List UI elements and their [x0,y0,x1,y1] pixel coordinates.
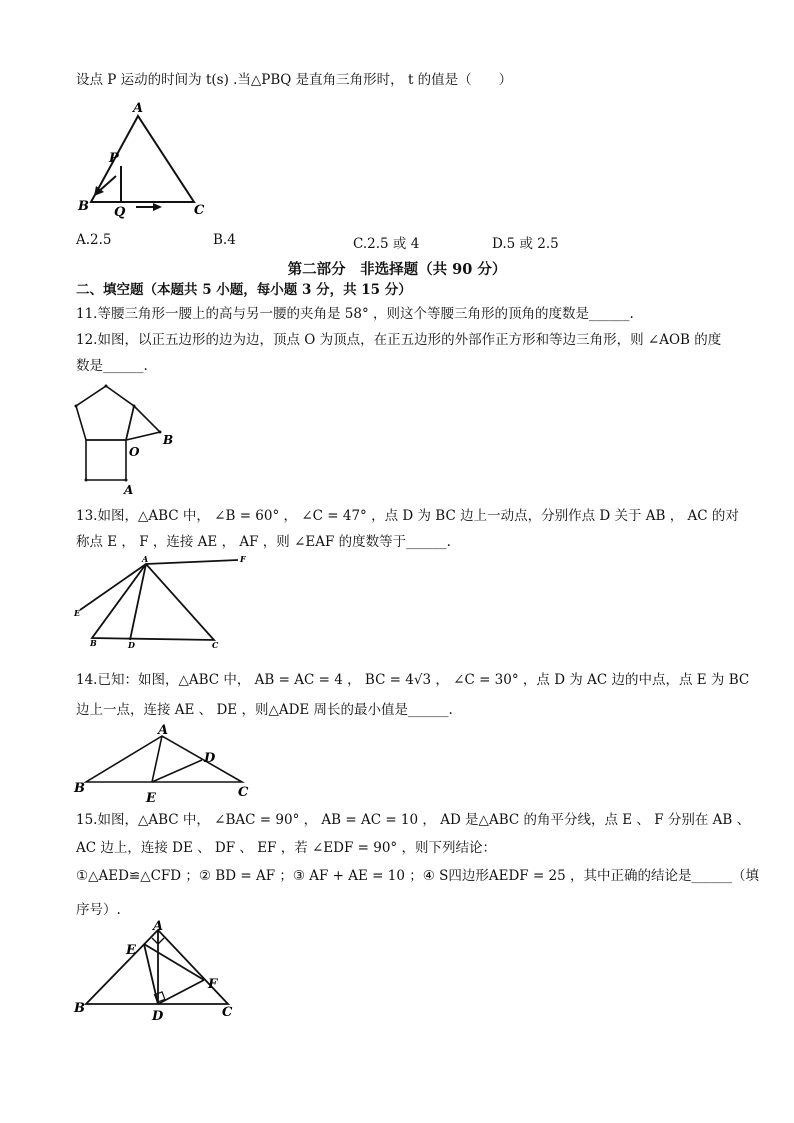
fig15-label-F: F [208,977,218,992]
fig10-label-C: C [194,203,205,218]
q15-line2: AC 边上，连接 DE 、 DF 、 EF ，若 ∠EDF = 90° ，则下列结论： [76,840,496,856]
fig12-label-O: O [129,445,140,459]
q10-figure [76,101,216,226]
part2-title: 第二部分 非选择题（共 90 分） [287,261,507,278]
fig10-label-P: P [109,151,119,166]
q13-line1: 13.如图，△ABC 中， ∠B = 60° ， ∠C = 47° ，点 D 为 BC 边上一动点，分别作点 D 关于 AB ， AC 的对 [76,508,739,524]
fig14-label-B: B [74,781,85,796]
fig14-label-A: A [158,723,169,738]
q14-line2: 边上一点，连接 AE 、 DE ，则△ADE 周长的最小值是______. [76,702,453,718]
fig10-label-B: B [78,199,89,214]
fig13-label-D: D [128,640,135,650]
fig10-label-Q: Q [114,205,126,220]
fig14-label-E: E [146,791,156,806]
fig13-label-F: F [240,554,246,564]
q14-line1: 14.已知：如图，△ABC 中， AB = AC = 4 ， BC = 4√3 ， ∠C = 30° ，点 D 为 AC 边的中点，点 E 为 BC [76,672,750,688]
q12-line2: 数是______. [76,358,148,374]
fig13-label-E: E [74,608,81,618]
q10-option-d: D.5 或 2.5 [492,236,559,252]
q15-line1: 15.如图，△ABC 中， ∠BAC = 90° ， AB = AC = 10 ， AD 是△ABC 的角平分线，点 E 、 F 分别在 AB 、 [76,812,751,828]
q15-line4: 序号）. [76,902,121,918]
q13-line2: 称点 E ， F ，连接 AE ， AF ，则 ∠EAF 的度数等于______. [76,534,451,550]
fig15-label-B: B [74,1001,85,1016]
fig10-label-A: A [133,101,144,116]
q13-figure [72,556,252,656]
fig15-label-E: E [126,943,136,958]
fig14-label-D: D [204,751,216,766]
fig12-label-B: B [163,433,174,447]
q10-stem: 设点 P 运动的时间为 t(s) .当△PBQ 是直角三角形时， t 的值是（ ） [76,72,513,88]
fig15-label-D: D [152,1009,164,1024]
fig12-label-A: A [124,483,134,497]
fig15-label-C: C [222,1005,233,1020]
q15-line3: ①△AED≌△CFD ；② BD = AF ；③ AF + AE = 10 ；④ S四边形AEDF = 25 ，其中正确的结论是______（填 [76,868,760,884]
fig13-label-B: B [90,638,97,648]
fig15-label-A: A [153,919,164,934]
fig14-label-C: C [238,785,249,800]
q15-figure [74,919,244,1024]
section2-title: 二、填空题（本题共 5 小题，每小题 3 分，共 15 分） [76,282,412,298]
q11-text: 11.等腰三角形一腰上的高与另一腰的夹角是 58° ，则这个等腰三角形的顶角的度数是______. [76,306,634,322]
q10-option-b: B.4 [213,232,236,248]
q12-figure [74,382,194,497]
q12-line1: 12.如图，以正五边形的边为边，顶点 O 为顶点，在正五边形的外部作正方形和等边三角形，则 ∠AOB 的度 [76,332,722,348]
q10-option-c: C.2.5 或 4 [353,236,420,252]
fig13-label-C: C [212,640,219,650]
q14-figure [72,724,252,808]
q10-option-a: A.2.5 [76,232,112,248]
fig13-label-A: A [142,554,149,564]
